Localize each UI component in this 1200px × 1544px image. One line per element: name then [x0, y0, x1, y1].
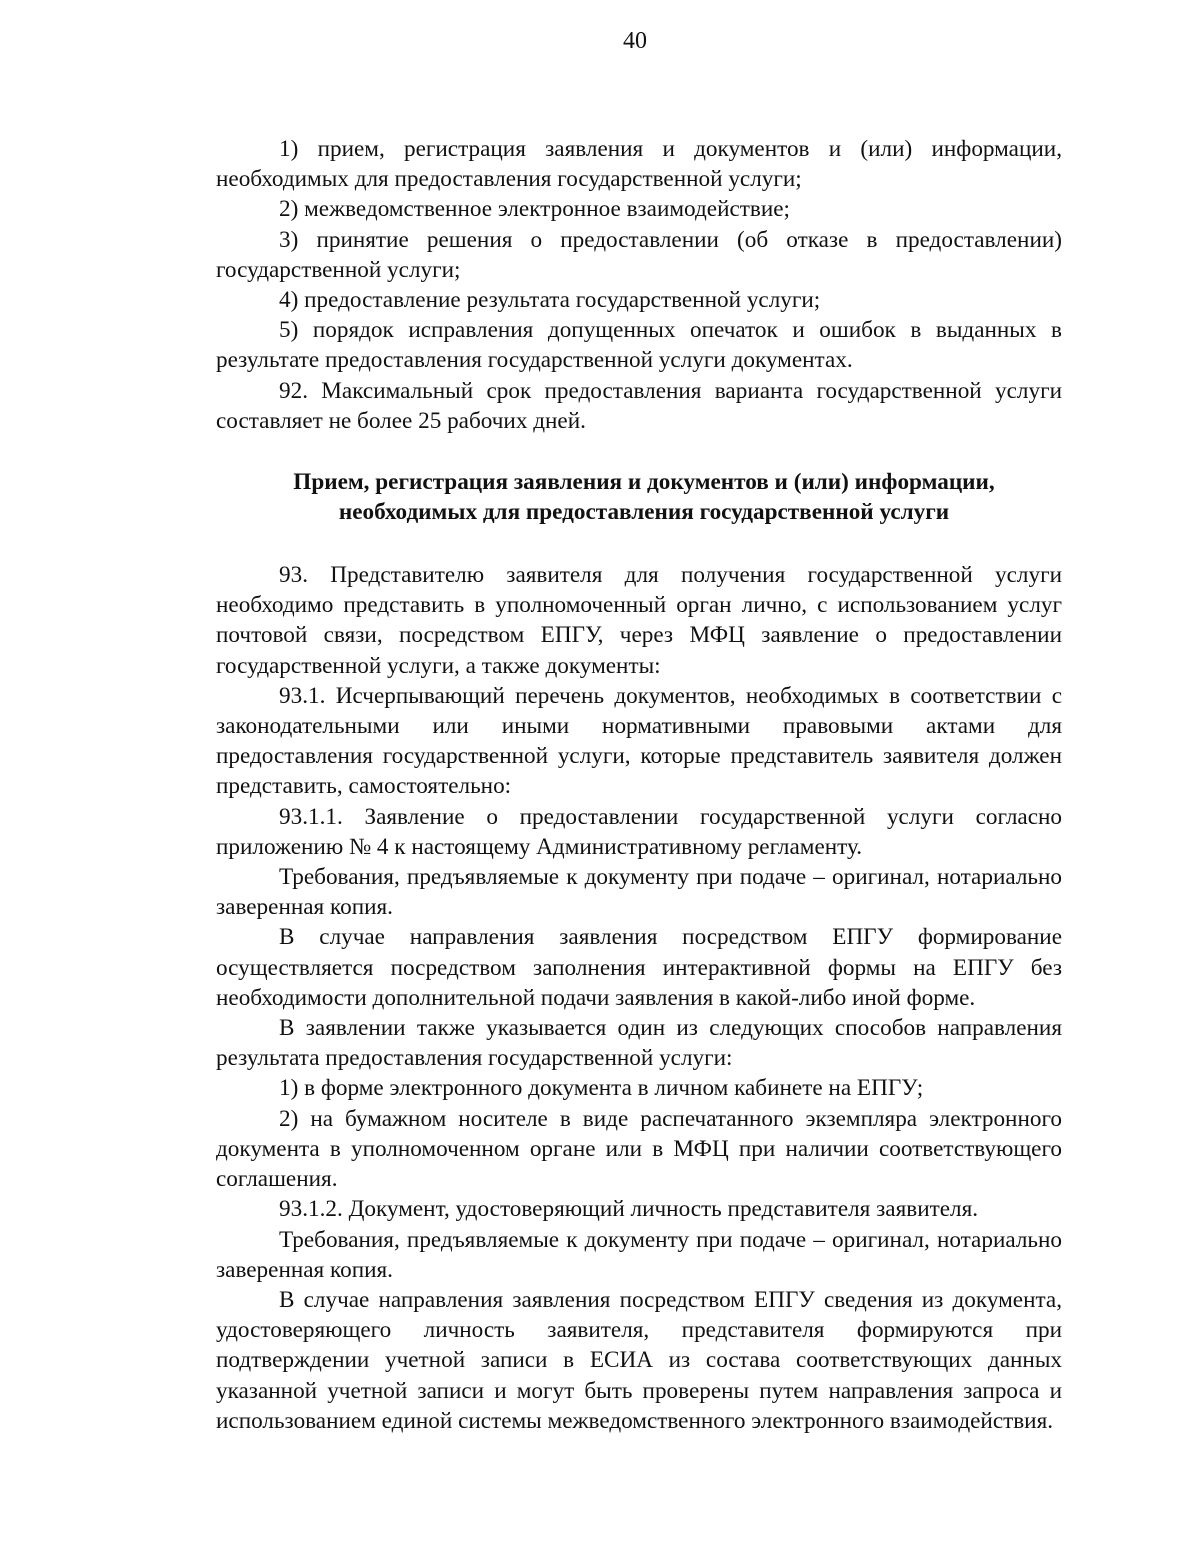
paragraph-requirements: Требования, предъявляемые к документу при подаче – оригинал, нотариально заверенная копия. — [216, 1226, 1062, 1283]
list-item: 2) на бумажном носителе в виде распечатанного экземпляра электронного документа в уполномоченном органе или в МФЦ при наличии соответствующего соглашения. — [216, 1105, 1062, 1193]
paragraph-93: 93. Представителю заявителя для получения государственной услуги необходимо представить в уполномоченный орган лично, с использованием услуг почтовой связи, посредством ЕПГУ, через МФЦ заявление о предоставлении государственной услуги, а также документы: — [216, 562, 1062, 679]
section-heading — [216, 467, 1062, 527]
paragraph-92: 92. Максимальный срок предоставления варианта государственной услуги составляет не более 25 рабочих дней. — [216, 377, 1062, 434]
section-heading-line-2: необходимых для предоставления государственной услуги — [338, 499, 950, 526]
list-item: 5) порядок исправления допущенных опечаток и ошибок в выданных в результате предоставления государственной услуги документах. — [216, 317, 1062, 374]
document-body — [216, 134, 1062, 1436]
paragraph-requirements: Требования, предъявляемые к документу при подаче – оригинал, нотариально заверенная копия. — [216, 864, 1062, 921]
paragraph-result-methods: В заявлении также указывается один из следующих способов направления результата предоставления государственной услуги: — [216, 1015, 1062, 1072]
list-item: 1) в форме электронного документа в личном кабинете на ЕПГУ; — [279, 1075, 924, 1102]
list-item: 4) предоставление результата государственной услуги; — [279, 287, 821, 314]
list-item: 3) принятие решения о предоставлении (об отказе в предоставлении) государственной услуги; — [216, 226, 1062, 283]
paragraph-93-1-2: 93.1.2. Документ, удостоверяющий личность представителя заявителя. — [279, 1196, 979, 1223]
paragraph-esia: В случае направления заявления посредством ЕПГУ сведения из документа, удостоверяющего личность заявителя, представителя формируются при подтверждении учетной записи в ЕСИА из состава соответствующих данных указанной учетной записи и могут быть проверены путем направления запроса и использованием единой системы межведомственного электронного взаимодействия. — [216, 1286, 1062, 1434]
paragraph-93-1-1: 93.1.1. Заявление о предоставлении государственной услуги согласно приложению № 4 к настоящему Административному регламенту. — [216, 803, 1062, 860]
paragraph-epgu-form: В случае направления заявления посредством ЕПГУ формирование осуществляется посредством заполнения интерактивной формы на ЕПГУ без необходимости дополнительной подачи заявления в какой-либо иной форме. — [216, 924, 1062, 1011]
list-item: 1) прием, регистрация заявления и документов и (или) информации, необходимых для предоставления государственной услуги; — [216, 136, 1062, 193]
page-number: 40 — [623, 28, 647, 54]
list-item: 2) межведомственное электронное взаимодействие; — [279, 196, 790, 223]
section-heading-line-1: Прием, регистрация заявления и документов и (или) информации, — [293, 469, 995, 496]
paragraph-93-1: 93.1. Исчерпывающий перечень документов, необходимых в соответствии с законодательными или иными нормативными правовыми актами для предоставления государственной услуги, которые представитель заявителя должен представить, самостоятельно: — [216, 682, 1062, 800]
